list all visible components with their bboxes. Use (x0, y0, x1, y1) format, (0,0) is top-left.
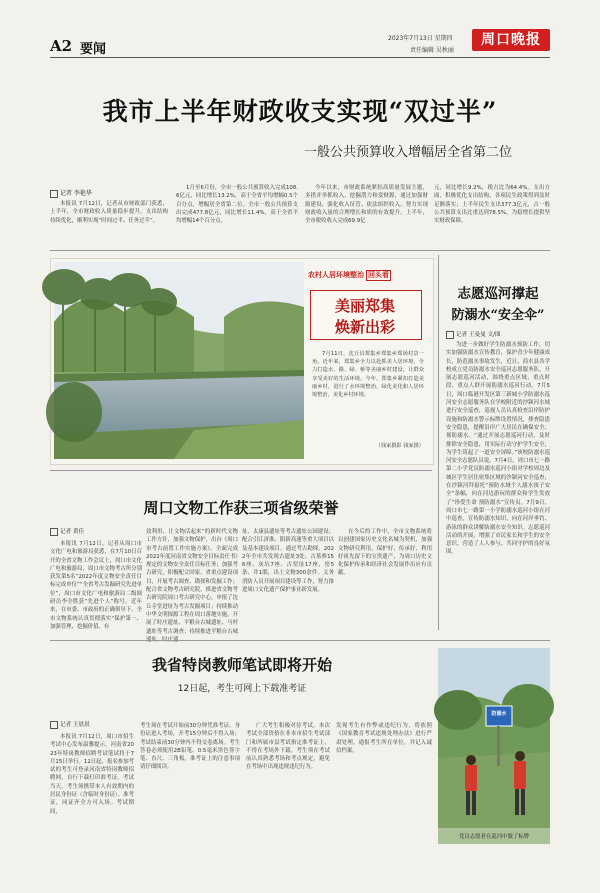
exam-top-rule (50, 640, 550, 641)
section-name: 要闻 (80, 42, 107, 57)
culture-col-4: 在今后的工作中，全市文物系统将以创建国家历史文化名城为契机，加强文物研究利用，保护好、传承好、利用好祖先留下的宝贵遗产，为周口历史文化保护传承和经济社会发展作出应有贡献。 (338, 529, 432, 577)
exam-col-4: 发现考生有作弊或违纪行为，将依照《国家教育考试违规处理办法》进行严肃处理，通报考生所在单位，并记入诚信档案。 (336, 723, 432, 754)
lead-bottom-rule (50, 250, 550, 251)
editor-line: 责任编辑 吴秋丽 (410, 47, 454, 54)
culture-byline: 记者 黄佳 (50, 527, 84, 536)
lead-byline: 记者 李艳华 (50, 188, 92, 198)
lead-headline: 我市上半年财政收支实现“双过半” (102, 97, 498, 126)
volunteer-headline-2: 防溺水“安全伞” (451, 308, 545, 323)
lead-col-4: 元，同比增长9.2%，税占比为64.4%。支出方面，积极优化支出结构，各项民生政策得到及时足额落实；上半年民生支出377.3亿元，占一般公共预算支出比重达到78.5%，为稳增长提供坚实财政保障。 (434, 185, 550, 225)
exam-col-3: 广大考生积极对待考试，本次考试全部资格在非本市招生考试部门和所属市县考试指定准考证上，不得在考场外下载。考生须在考试前认真熟悉考场和考点规定，避免在考场中出现违规违纪行为。 (246, 723, 330, 771)
exam-col-1: 本报讯 7月12日，周口市招生考试中心发布温馨提示，河南省2023年特岗教师招聘考试笔试将于7月15日举行。12日起，报名参加考试的考生可登录河南省特岗教师招聘网，自行下载打印准考证。考试当天，考生须携带本人有效期内的居民身份证（含临时身份证）、准考证，同证齐全方可入场。考试期间， (50, 734, 134, 815)
series-badge-mark: 回头看 (368, 271, 389, 279)
feature-title-line-2: 焕新出彩 (334, 318, 395, 336)
exam-subhead: 12日起，考生可网上下载准考证 (177, 684, 307, 694)
feature-title-line-1: 美丽郑集 (334, 297, 395, 315)
exam-headline: 我省特岗教师笔试即将开始 (151, 656, 332, 674)
feature-photographer: （钱家摄影 钱家摄） (375, 443, 424, 449)
date-line: 2023年7月13日 星期四 (388, 35, 453, 42)
masthead-logo: 周口晚报 (472, 29, 550, 51)
culture-col-3: 址、太康县遗址等考古遗址公园建设；配合引江济淮、阳新高速等重大项目以及基本建设项目。通过考古勘探，2022年全市共发现古遗址3处、古墓葬156座、灰坑7座、古窑址17座、窑5条、井1眼，出土文物300余件。义务消防人员开展项目建设等工作，努力推进周口文化遗产保护事业新发展。 (242, 529, 334, 594)
lead-col-1: 本报讯 7月12日，记者从市财政部门获悉，上半年，全市财政收入质量稳步提升，支出结构持续优化，顺利实现“时间过半、任务过半”。 (50, 201, 168, 224)
bottom-photo-caption: 党员志愿者在巡河中做了标牌 (458, 834, 530, 840)
exam-byline: 记者 王晨晨 (50, 720, 90, 729)
riverbank-photo (438, 648, 550, 844)
sign-text: 防溺水 (491, 711, 507, 717)
culture-col-1: 本报讯 7月12日，记者从周口市文化广电和旅游局获悉，在7月10日召开的全省文物工作会议上，周口市文化广电和旅游局、周口市文物考古所分别获发第5名“2022年度文物安全责任目标完成单位”“全省考古发掘研究先进单位”，周口市文化广电和旅游局二级调研员李全胜获“先进个人”称号。近年来，在市委、市政府的正确领导下，全市文物系统认真贯彻落实“保护第一、加强管理、挖掘价值、有 (50, 541, 142, 630)
culture-col-2: 效利用、让文物活起来”的新时代文物工作方针，加强文物保护，出台《周口市考古前置工作实施方案》，全面完成2022年度河南省文物安全目标责任书》规定的文物安全责任目标任务；加强考古研究，积极配合国家、省重点建设项目，开展考古调查、勘探和发掘工作；配合省文物考古研究院，推进省文物考古研究院周口考古研究中心，申报了沈丘寺堂进址为考古发掘项目；持续推动中华文明探源工程在周口落地实施，开展了时庄遗址、平粮台古城遗址、马村遗址等考古调查；持续推进平粮台古城 (146, 529, 238, 635)
volunteer-headline-1: 志愿巡河撑起 (457, 286, 539, 302)
series-badge-text: 农村人居环境整治 (308, 271, 364, 279)
page-label: A2 (50, 37, 73, 55)
volunteer-body: 为进一步做好学生防溺水预防工作，切实加强防溺水宣传教育，保护青少年健康成长，防范溺水事故发生，近日，商水县各学校成立党员防溺水安全巡河志愿服务队，开展志愿巡河活动，围绕重点区域、重点时段、重点人群开展防溺水巡河行动。7月5日，周口临港开发区第三新城小学防溺水巡河安全志愿服务队在学校附近的沙颍河水域进行安全巡查，巡视人员认真检查沿岸防护设施和防溺水警示标牌设置情况，排查隐患安全隐患，提醒沿岸广大居民在确保安全、预防溺水。“通过开展志愿巡河行动，及时排除安全隐患，用实际行动守护学生安全，为学生筑起了一道安全屏障。”该校防溺水巡河安全志愿队员说。7月4日，周口市七一路第二小学党员防溺水巡河小组对学校周边及城区学生居住密集区域的沙颍河安全巡查，在沙颍河拜悬托“预防水域个人溺水孩子安全”条幅，向在河边游玩的群众和学生发放了“珍爱生命 预防溺水”宣传页。7月9日，周口市七一路第一小学防溺水巡河小组在河中巡查，宣传防溺水知识，向在河岸垂钓、游泳的群众讲解防溺水安全知识。志愿巡河活动的开展，增强了市民家长和学生的安全意识，营造了人人参与、共同守护的良好氛围。 (446, 342, 550, 556)
culture-top-rule (50, 470, 432, 471)
park-photo (54, 262, 304, 459)
page-header (0, 0, 600, 60)
volunteer-byline: 记者 王曼曼 文/图 (446, 330, 501, 339)
lead-col-3: 今年以来，市财政系统紧扣高质量发展主题，多措并举抓收入，挖掘潜力和变财源，通过加强财源建设、强化收入征管、依法组织收入，努力实现财政收入量的合理增长和质的有效提升。上半年，全市税收收入完成69.9亿 (305, 185, 428, 225)
lead-col-2: 1月至6月份，全市一般公共预算收入完成108.6亿元，同比增长13.2%，高于全省平均增幅0.5个百分点，增幅居全省第二位。全市一般公共预算支出完成477.8亿元，同比增长11.4%，高于全省平均增幅14个百分点。 (176, 185, 298, 225)
right-column-divider (438, 255, 439, 630)
lead-subhead: 一般公共预算收入增幅居全省第二位 (303, 145, 512, 160)
culture-headline: 周口文物工作获三项省级荣誉 (143, 499, 339, 517)
header-rule (50, 57, 550, 58)
feature-caption: 7月11日，沈丘县郑集乡郑集乡郑场村景一角。近年来，郑集乡全力以赴抓美人居环境，全力打造水、路、绿、桥等美丽乡村建设，让群众享受美好的生活环境。今年，郑集乡紧扣打造美丽乡村，进行了水环境整治，绿化美化和人居环境整治，美化乡村环境。 (312, 351, 424, 399)
exam-col-2: 考生须在考试开始前30分钟凭准考证、身份证进入考场，开考15分钟后不得入场；考试结束前30分钟内不得交卷离场。考生答卷必须使用2B铅笔、0.5毫米黑色签字笔、直尺、三角板。准考证上的注意事项请仔细阅读。 (140, 723, 240, 771)
series-badge (308, 268, 428, 282)
